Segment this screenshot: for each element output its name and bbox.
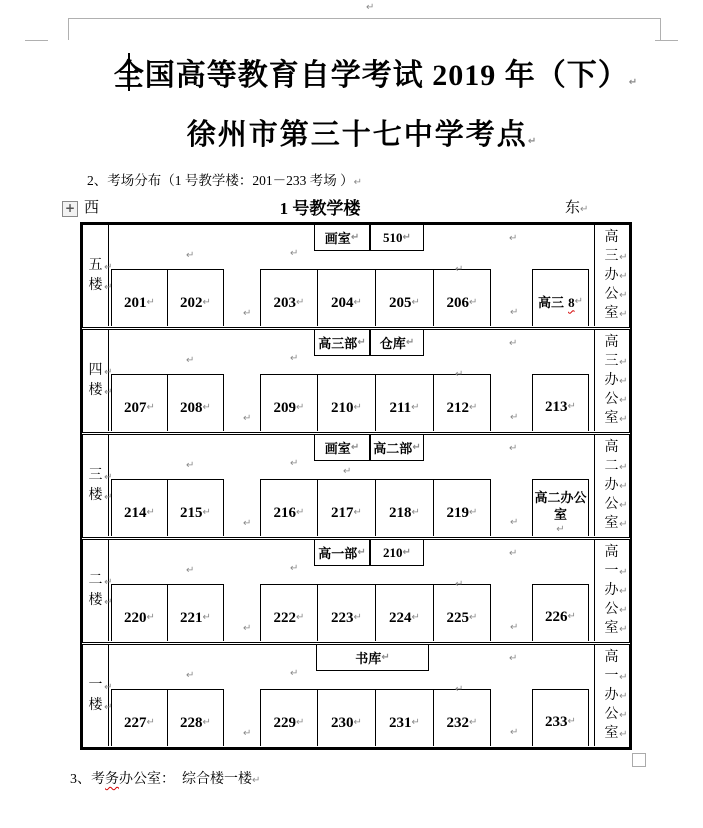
room-cell[interactable]: [376, 269, 434, 326]
paragraph-mark: ↵: [455, 264, 464, 275]
office-char: 三: [604, 249, 619, 264]
paragraph-mark: ↵: [619, 691, 628, 702]
paragraph-mark: ↵: [405, 336, 415, 348]
paragraph-mark: ↵: [619, 567, 628, 578]
section2-line[interactable]: [87, 169, 362, 189]
paragraph-mark: ↵: [146, 612, 155, 623]
room-cell[interactable]: [434, 479, 491, 536]
paragraph-mark: ↵: [619, 624, 628, 635]
paragraph-mark: ↵: [619, 414, 628, 425]
room-number: 224: [389, 609, 412, 626]
room-cell[interactable]: [376, 479, 434, 536]
paragraph-mark: ↵: [186, 565, 195, 576]
paragraph-mark: ↵: [509, 443, 518, 454]
paragraph-mark: ↵: [252, 775, 261, 786]
room-number: 210: [331, 399, 354, 416]
paragraph-mark: ↵: [619, 605, 628, 616]
room-cell[interactable]: [318, 374, 376, 431]
paragraph-mark: ↵: [455, 579, 464, 590]
room-group: [260, 584, 491, 641]
paragraph-mark: ↵: [202, 717, 211, 728]
paragraph-mark: ↵: [567, 716, 576, 727]
paragraph-mark: ↵: [510, 307, 519, 318]
room-group: [260, 269, 491, 326]
top-cells: [316, 645, 429, 671]
paragraph-mark: ↵: [412, 441, 421, 453]
top-cell[interactable]: [316, 645, 429, 671]
room-cell[interactable]: [111, 689, 168, 746]
room-number: 221: [180, 609, 203, 626]
paragraph-mark: ↵: [353, 177, 363, 188]
paragraph-mark: ↵: [296, 297, 305, 308]
right-room-label: 高三: [538, 294, 565, 310]
room-cell[interactable]: [168, 479, 224, 536]
section2-text: 2、考场分布（1 号教学楼：201－233 考场 ）: [87, 173, 354, 188]
floor-char: 三: [88, 467, 103, 483]
paragraph-mark: ↵: [202, 402, 211, 413]
paragraph-mark: ↵: [509, 338, 518, 349]
paragraph-mark: ↵: [619, 729, 628, 740]
floor-char: 五: [88, 257, 103, 273]
top-cell-label: 画室: [324, 441, 351, 456]
paragraph-mark: ↵: [469, 612, 478, 623]
paragraph-mark: ↵: [357, 546, 366, 558]
paragraph-mark: ↵: [343, 466, 352, 477]
room-number: 232: [446, 714, 470, 731]
paragraph-mark: ↵: [186, 250, 195, 261]
room-cell[interactable]: [376, 374, 434, 431]
paragraph-mark: ↵: [628, 77, 639, 88]
floor-band-5: [82, 224, 630, 328]
room-number: 206: [446, 294, 470, 311]
room-number: 223: [331, 609, 354, 626]
floor-char: 二: [88, 572, 103, 588]
office-char: 三: [604, 354, 619, 369]
room-number: 213: [545, 398, 568, 415]
room-cell[interactable]: [434, 584, 491, 641]
paragraph-mark: ↵: [104, 386, 113, 398]
paragraph-mark: ↵: [619, 519, 628, 530]
room-cell[interactable]: [434, 269, 491, 326]
paragraph-mark: ↵: [146, 297, 155, 308]
room-number: 228: [180, 714, 203, 731]
floor-char: 四: [88, 362, 103, 378]
top-cell-label: 高三部: [318, 336, 358, 351]
room-group: [111, 269, 224, 326]
office-column[interactable]: [594, 330, 628, 431]
table-resize-handle[interactable]: [632, 753, 646, 767]
paragraph-mark: ↵: [619, 252, 628, 263]
text-boundary-line: [68, 18, 661, 19]
room-group: [111, 584, 224, 641]
paragraph-mark: ↵: [619, 376, 628, 387]
room-group: [111, 689, 224, 746]
room-group: [260, 374, 491, 431]
office-char: 室: [604, 621, 619, 636]
east-text: 东: [565, 200, 581, 216]
margin-tick-right: [655, 40, 678, 41]
floor-band-4: [82, 329, 630, 433]
top-cell[interactable]: [370, 330, 424, 356]
room-number: 204: [331, 294, 354, 311]
paragraph-mark: ↵: [350, 231, 360, 243]
floor-char: 一: [88, 677, 103, 693]
floor-char: 楼: [88, 277, 103, 293]
room-number: 231: [389, 714, 412, 731]
room-number: 230: [331, 714, 354, 731]
right-room-cell[interactable]: [532, 269, 589, 326]
paragraph-mark: ↵: [290, 248, 299, 259]
room-number: 217: [331, 504, 354, 521]
paragraph-mark: ↵: [619, 710, 628, 721]
room-number: 201: [124, 294, 147, 311]
floor-label-4[interactable]: [83, 330, 113, 431]
top-cell-label: 高二部: [373, 441, 413, 456]
floor-char: 楼: [88, 487, 103, 503]
paragraph-mark: ↵: [290, 668, 299, 679]
paragraph-mark: ↵: [146, 402, 155, 413]
room-number: 220: [124, 609, 147, 626]
office-char: 公: [604, 392, 619, 407]
section3-text: 3、考: [70, 772, 105, 787]
paragraph-mark: ↵: [455, 684, 464, 695]
floor-label-3[interactable]: [83, 435, 113, 536]
paragraph-mark: ↵: [411, 612, 420, 623]
move-cross-icon: +: [64, 201, 76, 215]
top-cell[interactable]: [314, 540, 370, 566]
room-group: [111, 374, 224, 431]
paragraph-mark: ↵: [469, 297, 478, 308]
floor-band-2: [82, 539, 630, 643]
office-char: 高: [604, 440, 619, 455]
paragraph-mark: ↵: [567, 611, 576, 622]
paragraph-mark: ↵: [619, 357, 628, 368]
paragraph-mark: ↵: [243, 413, 252, 424]
title1-text: 全国高等教育自学考试 2019 年（下）: [113, 59, 629, 92]
room-cell[interactable]: [168, 584, 224, 641]
building-title: [0, 194, 640, 219]
paragraph-mark: ↵: [243, 728, 252, 739]
paragraph-mark: ↵: [509, 548, 518, 559]
paragraph-mark: ↵: [146, 717, 155, 728]
office-char: 一: [604, 564, 619, 579]
document-title-line2[interactable]: [60, 112, 665, 153]
paragraph-mark: ↵: [146, 507, 155, 518]
office-char: 高: [604, 335, 619, 350]
office-column[interactable]: [594, 435, 628, 536]
right-room-cell[interactable]: [532, 479, 589, 536]
paragraph-mark: ↵: [290, 458, 299, 469]
paragraph-mark: ↵: [104, 596, 113, 608]
paragraph-mark: ↵: [411, 507, 420, 518]
floor-char: 楼: [88, 697, 103, 713]
top-cell-label: 高一部: [318, 546, 358, 561]
office-char: 一: [604, 669, 619, 684]
paragraph-mark: ↵: [353, 507, 362, 518]
room-cell[interactable]: [434, 374, 491, 431]
room-number: 226: [545, 608, 568, 625]
room-number: 218: [389, 504, 412, 521]
floor-label-1[interactable]: [83, 645, 113, 746]
paragraph-mark: ↵: [104, 576, 113, 588]
paragraph-mark: ↵: [353, 612, 362, 623]
paragraph-mark: ↵: [357, 336, 366, 348]
office-char: 办: [604, 688, 619, 703]
paragraph-mark: ↵: [510, 517, 519, 528]
room-number: 229: [273, 714, 297, 731]
paragraph-mark: ↵: [296, 507, 305, 518]
paragraph-mark: ↵: [619, 462, 628, 473]
paragraph-mark: ↵: [296, 402, 305, 413]
paragraph-mark: ↵: [510, 727, 519, 738]
paragraph-mark: ↵: [353, 402, 362, 413]
room-cell[interactable]: [111, 479, 168, 536]
office-char: 办: [604, 373, 619, 388]
room-group: [260, 689, 491, 746]
paragraph-mark: ↵: [104, 471, 113, 483]
room-cell[interactable]: [260, 269, 318, 326]
top-cell-label: 仓库: [379, 336, 406, 351]
section3-text: 办公室： 综合楼一楼: [119, 772, 252, 787]
room-cell[interactable]: [260, 374, 318, 431]
paragraph-mark: ↵: [574, 296, 583, 307]
section3-line[interactable]: [70, 768, 260, 788]
paragraph-mark: ↵: [556, 524, 565, 535]
office-char: 室: [604, 726, 619, 741]
office-char: 公: [604, 707, 619, 722]
paragraph-mark: ↵: [290, 563, 299, 574]
room-number: 202: [180, 294, 203, 311]
paragraph-mark: ↵: [567, 401, 576, 412]
paragraph-mark: ↵: [455, 369, 464, 380]
crop-mark-right: [660, 18, 661, 40]
office-char: 公: [604, 602, 619, 617]
room-number: 222: [273, 609, 297, 626]
paragraph-mark: ↵: [366, 2, 375, 13]
office-char: 室: [604, 411, 619, 426]
paragraph-mark: ↵: [381, 651, 390, 663]
building-title-text: 1 号教学楼: [279, 199, 361, 218]
paragraph-mark: ↵: [469, 507, 478, 518]
paragraph-mark: ↵: [186, 460, 195, 471]
office-char: 室: [604, 306, 619, 321]
room-cell[interactable]: [111, 584, 168, 641]
paragraph-mark: ↵: [619, 500, 628, 511]
paragraph-mark: ↵: [509, 233, 518, 244]
office-char: 二: [604, 459, 619, 474]
office-column[interactable]: [594, 225, 628, 326]
room-cell[interactable]: [318, 584, 376, 641]
paragraph-mark: ↵: [411, 717, 420, 728]
paragraph-mark: ↵: [619, 271, 628, 282]
office-char: 公: [604, 287, 619, 302]
paragraph-mark: ↵: [186, 355, 195, 366]
room-number: 214: [124, 504, 147, 521]
room-group: [260, 479, 491, 536]
paragraph-mark: ↵: [290, 353, 299, 364]
room-number: 216: [273, 504, 297, 521]
paragraph-mark: ↵: [104, 681, 113, 693]
room-number: 233: [545, 713, 568, 730]
right-room-cell[interactable]: [532, 689, 589, 746]
paragraph-mark: ↵: [104, 281, 113, 293]
room-number: 208: [180, 399, 203, 416]
paragraph-mark: ↵: [296, 612, 305, 623]
paragraph-mark: ↵: [619, 481, 628, 492]
top-cells: [314, 435, 424, 461]
paragraph-mark: ↵: [353, 717, 362, 728]
room-cell[interactable]: [318, 269, 376, 326]
room-number: 225: [446, 609, 470, 626]
top-cell-label: 510: [383, 229, 403, 245]
paragraph-mark: ↵: [510, 412, 519, 423]
office-column[interactable]: [594, 645, 628, 746]
top-cell-label: 书库: [355, 651, 382, 666]
paragraph-mark: ↵: [411, 297, 420, 308]
top-cell-label: 210: [383, 544, 403, 560]
office-char: 办: [604, 583, 619, 598]
top-cell[interactable]: [314, 435, 370, 461]
paragraph-mark: ↵: [350, 441, 360, 453]
top-cells: [314, 225, 424, 251]
room-number: 219: [446, 504, 470, 521]
room-number: 212: [446, 399, 470, 416]
room-cell[interactable]: [318, 479, 376, 536]
paragraph-mark: ↵: [243, 623, 252, 634]
room-number: 209: [273, 399, 297, 416]
top-cell-label: 画室: [324, 231, 351, 246]
room-cell[interactable]: [376, 689, 434, 746]
crop-mark-left: [68, 18, 69, 40]
room-cell[interactable]: [111, 374, 168, 431]
paragraph-mark: ↵: [411, 402, 420, 413]
room-number: 207: [124, 399, 147, 416]
paragraph-mark: ↵: [619, 309, 628, 320]
paragraph-mark: ↵: [527, 136, 539, 147]
top-cells: [314, 540, 424, 566]
floor-label-5[interactable]: [83, 225, 113, 326]
west-label: 西: [84, 200, 100, 216]
paragraph-mark: ↵: [509, 653, 518, 664]
paragraph-mark: ↵: [104, 701, 113, 713]
right-room-cell[interactable]: [532, 584, 589, 641]
paragraph-mark: ↵: [243, 518, 252, 529]
room-number: 203: [273, 294, 297, 311]
floor-band-1: [82, 644, 630, 748]
office-char: 高: [604, 545, 619, 560]
room-cell[interactable]: [168, 689, 224, 746]
office-char: 公: [604, 497, 619, 512]
top-cell[interactable]: [370, 435, 424, 461]
floorplan-table: [80, 222, 632, 750]
room-number: 205: [389, 294, 412, 311]
document-title-line1[interactable]: [73, 50, 679, 94]
title2-text: 徐州市第三十七中学考点: [186, 119, 528, 151]
room-cell[interactable]: [318, 689, 376, 746]
paragraph-mark: ↵: [104, 261, 113, 273]
floor-char: 楼: [88, 592, 103, 608]
top-cell[interactable]: [314, 225, 370, 251]
top-cells: [314, 330, 424, 356]
paragraph-mark: ↵: [202, 507, 211, 518]
paragraph-mark: ↵: [296, 717, 305, 728]
office-char: 办: [604, 478, 619, 493]
paragraph-mark: ↵: [619, 672, 628, 683]
office-column[interactable]: [594, 540, 628, 641]
office-char: 高: [604, 230, 619, 245]
paragraph-mark: ↵: [186, 670, 195, 681]
spellcheck-flagged-text: 8: [568, 294, 575, 310]
office-char: 室: [604, 516, 619, 531]
room-cell[interactable]: [260, 584, 318, 641]
floor-label-2[interactable]: [83, 540, 113, 641]
room-cell[interactable]: [168, 269, 224, 326]
paragraph-mark: ↵: [402, 546, 411, 558]
room-number: 211: [389, 399, 412, 416]
top-cell[interactable]: [370, 540, 424, 566]
room-number: 227: [124, 714, 147, 731]
room-group: [111, 479, 224, 536]
top-cell[interactable]: [314, 330, 370, 356]
room-cell[interactable]: [111, 269, 168, 326]
paragraph-mark: ↵: [510, 622, 519, 633]
room-cell[interactable]: [168, 374, 224, 431]
paragraph-mark: ↵: [402, 231, 411, 243]
paragraph-mark: ↵: [619, 290, 628, 301]
paragraph-mark: ↵: [353, 297, 362, 308]
office-char: 办: [604, 268, 619, 283]
paragraph-mark: ↵: [243, 308, 252, 319]
room-cell[interactable]: [260, 479, 318, 536]
room-cell[interactable]: [376, 584, 434, 641]
paragraph-mark: ↵: [202, 297, 211, 308]
paragraph-mark: ↵: [104, 491, 113, 503]
room-number: 215: [180, 504, 203, 521]
paragraph-mark: ↵: [580, 204, 589, 215]
paragraph-mark: ↵: [619, 586, 628, 597]
paragraph-mark: ↵: [469, 402, 478, 413]
margin-tick-left: [25, 40, 48, 41]
paragraph-mark: ↵: [469, 717, 478, 728]
right-room-cell[interactable]: [532, 374, 589, 431]
paragraph-mark: ↵: [619, 395, 628, 406]
room-cell[interactable]: [260, 689, 318, 746]
floor-band-3: [82, 434, 630, 538]
office-char: 高: [604, 650, 619, 665]
paragraph-mark: ↵: [104, 366, 113, 378]
room-cell[interactable]: [434, 689, 491, 746]
top-cell[interactable]: [370, 225, 424, 251]
paragraph-mark: ↵: [202, 612, 211, 623]
spellcheck-flagged-text: 务: [105, 772, 119, 787]
right-room-label: 高二办公室: [534, 490, 587, 522]
floor-char: 楼: [88, 382, 103, 398]
east-label: [565, 196, 588, 217]
